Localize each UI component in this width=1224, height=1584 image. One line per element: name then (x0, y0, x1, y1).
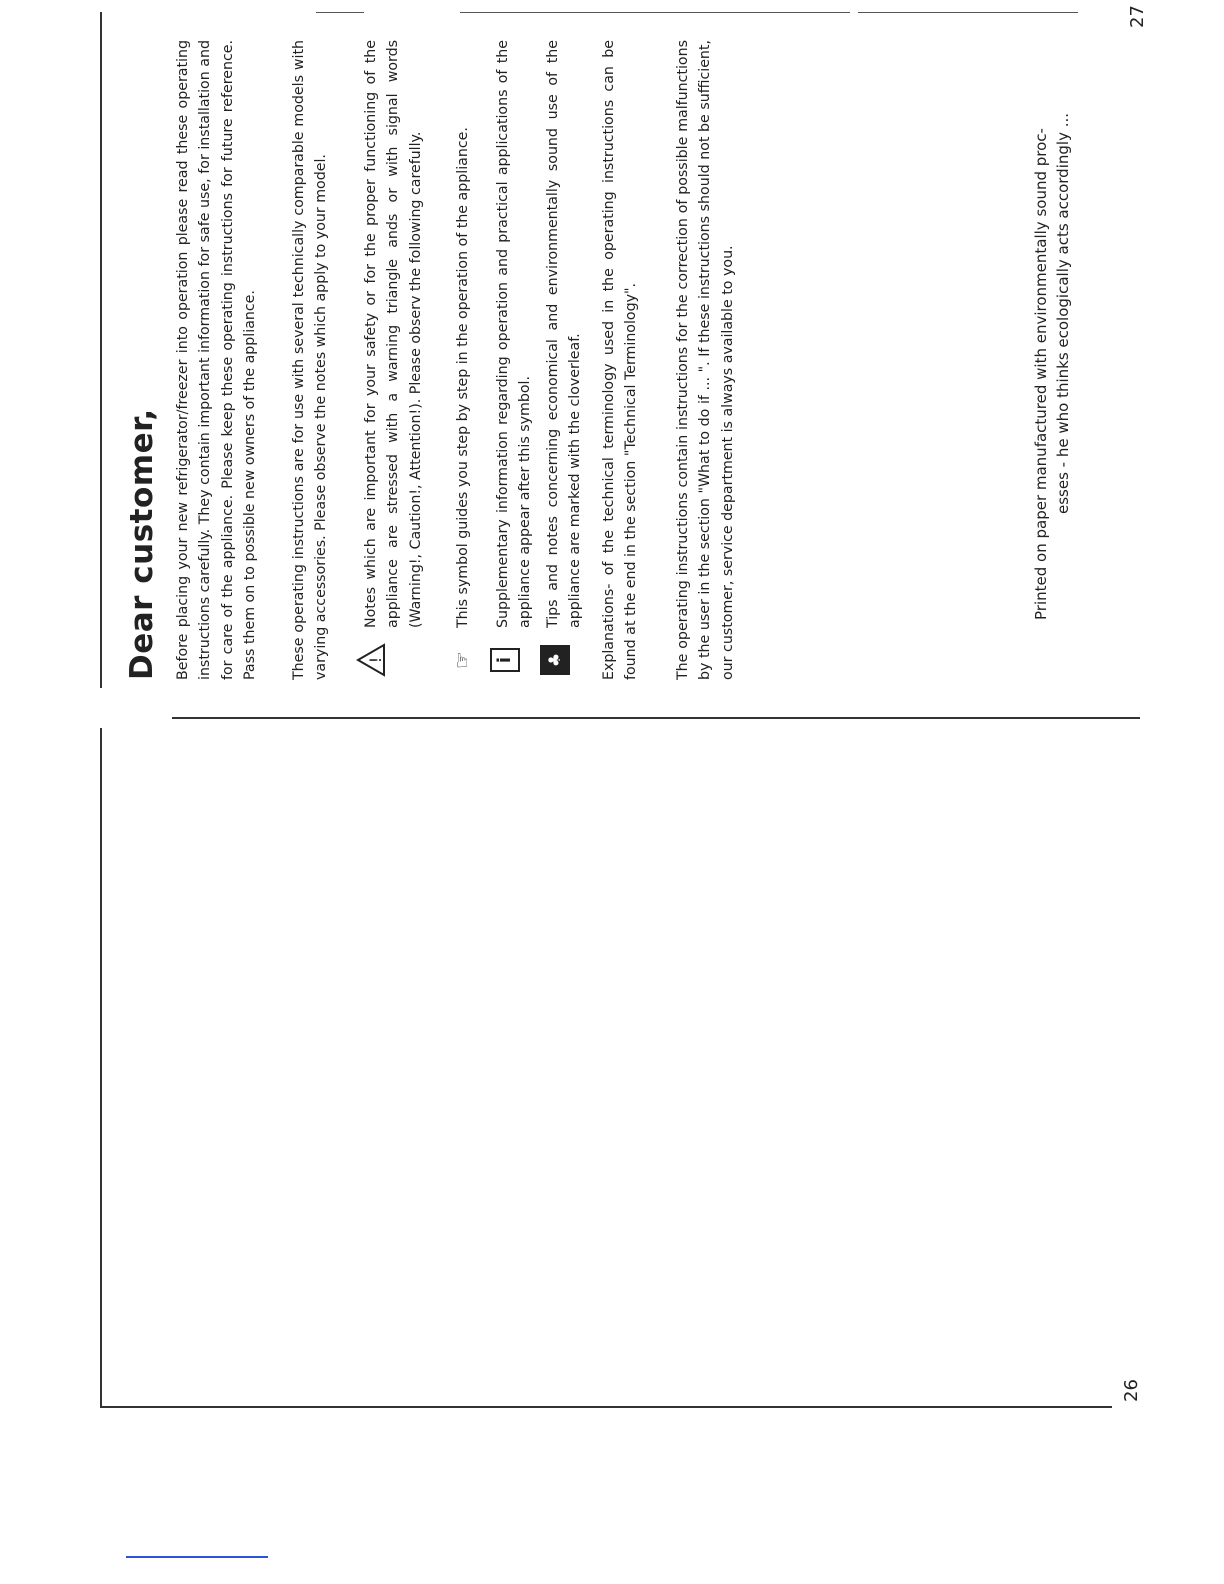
paragraph-info: Supplementary information regarding operation and practical applications of the appliance appear after this symbol. (495, 40, 534, 628)
page-number-right: 27 (1126, 5, 1148, 28)
warning-triangle-icon (356, 640, 386, 680)
page-divider-line (172, 717, 1140, 719)
bottom-page-line (100, 1406, 1112, 1408)
info-icon: i (490, 640, 520, 680)
top-rule-3 (858, 12, 1078, 13)
paragraph-warning: Notes which are important for your safety or for the proper functioning of the appliance are stressed with a warning triangle ands or with signal words (Warning!, Caution!, Attention!). Please observ the following carefully. (363, 40, 424, 628)
svg-text:!: ! (366, 656, 385, 664)
blue-underline (126, 1556, 268, 1558)
top-rule-2 (460, 12, 850, 13)
page-title: Dear customer, (124, 408, 160, 680)
paragraph-malfunctions: The operating instructions contain instructions for the correction of possible malfunctions by the user in the section "What to do if ... ". If these instructions should not be sufficient, our customer, service department is always available to you. (675, 40, 736, 680)
paragraph-step: This symbol guides you step by step in the operation of the appliance. (455, 127, 471, 628)
left-page-border-bottom (100, 728, 102, 1408)
paragraph-intro: Before placing your new refrigerator/freezer into operation please read these operating instructions carefully. They contain important information for safe use, for installation and for care of the appliance. Please keep these operating instructions for future reference. Pass them on to possible new owners of the appliance. (175, 40, 259, 680)
letter-content (110, 40, 1070, 680)
paragraph-eco: Tips and notes concerning economical and environmentally sound use of the appliance are marked with the cloverleaf. (545, 40, 584, 628)
footer-line-2: esses - he who thinks ecologically acts accordingly ... (1054, 112, 1072, 514)
left-page-border-top (100, 12, 102, 688)
pointing-hand-icon: ☞ (450, 651, 474, 669)
cloverleaf-icon: ♣ (540, 640, 570, 680)
paragraph-models: These operating instructions are for use with several technically comparable models with varying accessories. Please observe the notes which apply to your model. (291, 40, 330, 680)
page-number-left: 26 (1120, 1379, 1142, 1402)
top-rule-1 (316, 12, 364, 13)
footer-line-1: Printed on paper manufactured with environmentally sound proc- (1032, 128, 1050, 620)
paragraph-terminology: Explanations- of the technical terminology used in the operating instructions can be found at the end in the section "Technical Terminology". (601, 40, 640, 680)
